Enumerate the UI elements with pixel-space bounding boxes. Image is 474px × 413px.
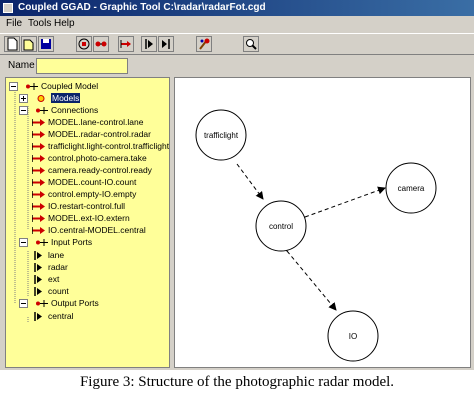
tree-root[interactable] (9, 80, 98, 92)
open-file-button[interactable] (21, 36, 37, 52)
menu-help[interactable]: Help (54, 18, 75, 29)
ports-folder-icon (35, 238, 49, 247)
input-port-label: count (48, 286, 69, 296)
ports-folder-icon (35, 299, 49, 308)
collapsed-icon (19, 94, 33, 103)
edge-control-io (287, 251, 336, 310)
connection-label: trafficlight.light-control.trafficlight (48, 141, 170, 151)
add-link-button[interactable] (118, 36, 134, 52)
connection-item[interactable] (32, 188, 136, 200)
input-port-label: lane (48, 250, 65, 260)
port-icon (32, 287, 46, 296)
connection-arrow-icon (32, 130, 46, 139)
connection-label: MODEL.ext-IO.extern (48, 213, 130, 223)
diagram-svg (175, 78, 470, 367)
connection-arrow-icon (32, 214, 46, 223)
connection-arrow-icon (32, 190, 46, 199)
connection-item[interactable] (32, 152, 147, 164)
save-file-button[interactable] (38, 36, 54, 52)
connection-item[interactable] (32, 200, 125, 212)
input-port-item[interactable] (32, 273, 59, 285)
input-port-icon (142, 37, 156, 51)
input-port-item[interactable] (32, 261, 68, 273)
connection-icon (94, 37, 108, 51)
output-port-item[interactable] (32, 310, 74, 322)
output-port-label: central (48, 311, 74, 321)
expanded-icon (19, 299, 33, 308)
input-port-item[interactable] (32, 285, 69, 297)
connection-label: MODEL.radar-control.radar (48, 129, 151, 139)
connection-arrow-icon (32, 202, 46, 211)
model-tree[interactable] (5, 77, 170, 368)
connection-item[interactable] (32, 224, 146, 236)
tree-root-label: Coupled Model (41, 81, 99, 91)
edge-control-camera (305, 188, 385, 217)
arrow-link-icon (119, 37, 133, 51)
port-icon (32, 312, 46, 321)
input-port-label: ext (48, 274, 60, 284)
expanded-icon (9, 82, 23, 91)
coupled-model-icon (25, 82, 39, 91)
new-file-icon (5, 37, 19, 51)
tree-output-ports[interactable] (19, 297, 99, 309)
connection-label: camera.ready-control.ready (48, 165, 152, 175)
tree-output-ports-label: Output Ports (51, 298, 99, 308)
tree-connections-label: Connections (51, 105, 99, 115)
connection-item[interactable] (32, 116, 143, 128)
tree-input-ports-label: Input Ports (51, 237, 93, 247)
port-icon (32, 251, 46, 260)
node-io-label: IO (348, 332, 358, 341)
tree-models[interactable] (19, 92, 80, 104)
connection-arrow-icon (32, 178, 46, 187)
connection-arrow-icon (32, 166, 46, 175)
port-icon (32, 263, 46, 272)
node-control-label: control (268, 222, 294, 231)
node-trafficlight-label: trafficlight (203, 131, 239, 140)
input-port-item[interactable] (32, 249, 64, 261)
open-file-icon (22, 37, 36, 51)
input-port-label: radar (48, 262, 68, 272)
menu-bar (0, 16, 474, 31)
connection-label: control.photo-camera.take (48, 153, 147, 163)
magnifier-icon (244, 37, 258, 51)
connection-arrow-icon (32, 142, 46, 151)
title-bar (0, 0, 474, 16)
add-model-icon (77, 37, 91, 51)
edge-trafficlight-control (237, 164, 263, 199)
connection-item[interactable] (32, 140, 169, 152)
connection-item[interactable] (32, 164, 152, 176)
connection-item[interactable] (32, 128, 151, 140)
tree-connections[interactable] (19, 104, 98, 116)
connection-arrow-icon (32, 154, 46, 163)
connection-label: control.empty-IO.empty (48, 189, 137, 199)
diagram-canvas[interactable] (174, 77, 471, 368)
add-input-port-button[interactable] (141, 36, 157, 52)
tree-models-label: Models (52, 93, 80, 103)
connection-item[interactable] (32, 212, 130, 224)
figure-caption: Figure 3: Structure of the photographic radar model. (79, 374, 395, 390)
connection-label: IO.restart-control.full (48, 201, 125, 211)
node-camera-label: camera (397, 184, 425, 193)
name-row (0, 58, 474, 76)
connection-label: MODEL.count-IO.count (48, 177, 137, 187)
clear-tool-button[interactable] (196, 36, 212, 52)
menu-file[interactable]: File (6, 18, 23, 29)
connection-item[interactable] (32, 176, 136, 188)
app-icon (3, 3, 13, 13)
expanded-icon (19, 106, 33, 115)
tree-input-ports[interactable] (19, 236, 92, 248)
brush-icon (197, 37, 211, 51)
add-model-button[interactable] (76, 36, 92, 52)
output-port-icon (159, 37, 173, 51)
connection-arrow-icon (32, 226, 46, 235)
expanded-icon (19, 238, 33, 247)
name-label: Name (8, 60, 35, 71)
new-file-button[interactable] (4, 36, 20, 52)
connection-arrow-icon (32, 118, 46, 127)
zoom-button[interactable] (243, 36, 259, 52)
toolbar (0, 33, 474, 55)
models-icon (35, 94, 49, 103)
add-output-port-button[interactable] (158, 36, 174, 52)
connection-label: MODEL.lane-control.lane (48, 117, 144, 127)
window-title: Coupled GGAD - Graphic Tool C:\radar\radarFot.cgd (18, 2, 266, 13)
menu-tools[interactable]: Tools (28, 18, 52, 29)
add-connection-button[interactable] (93, 36, 109, 52)
connection-label: IO.central-MODEL.central (48, 225, 146, 235)
name-input[interactable] (36, 58, 128, 74)
connections-folder-icon (35, 106, 49, 115)
save-file-icon (39, 37, 53, 51)
port-icon (32, 275, 46, 284)
